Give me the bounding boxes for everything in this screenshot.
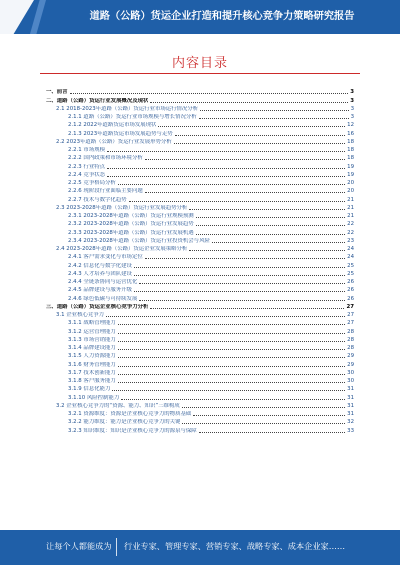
toc-entry-label: 2.2.3 行业特点 bbox=[68, 163, 105, 170]
toc-entry-label: 2.2.7 技术与数字化趋势 bbox=[68, 196, 127, 203]
toc-entry-label: 2.4.4 全链条协同与运营优化 bbox=[68, 279, 138, 285]
toc-entry-label: 3.2 企业核心竞争力的“资源、能力、知识”三维构成 bbox=[56, 402, 180, 409]
toc-entry[interactable] bbox=[46, 385, 354, 393]
toc-leader-dots bbox=[118, 184, 345, 185]
toc-entry-label: 2.4.6 绿色低碳与可持续发展 bbox=[68, 295, 138, 302]
toc-leader-dots bbox=[134, 291, 345, 292]
toc-entry[interactable] bbox=[46, 418, 354, 426]
toc-entry[interactable] bbox=[46, 352, 354, 360]
toc-entry-page: 27 bbox=[347, 312, 354, 318]
toc-entry-page: 29 bbox=[347, 353, 354, 360]
toc-entry-page: 32 bbox=[347, 419, 354, 426]
toc-entry-label: 3.1.1 战略管理能力 bbox=[68, 320, 116, 327]
toc-entry[interactable] bbox=[46, 426, 354, 434]
toc-entry[interactable] bbox=[46, 121, 354, 129]
toc-entry[interactable] bbox=[46, 138, 354, 146]
toc-leader-dots bbox=[182, 407, 345, 408]
toc-leader-dots bbox=[158, 126, 345, 127]
toc-leader-dots bbox=[200, 110, 348, 111]
toc-entry[interactable] bbox=[46, 96, 354, 104]
toc-entry[interactable] bbox=[46, 336, 354, 344]
toc-entry[interactable] bbox=[46, 270, 354, 278]
toc-entry-page: 21 bbox=[347, 196, 354, 203]
toc-entry[interactable] bbox=[46, 105, 354, 113]
toc-entry[interactable] bbox=[46, 220, 354, 228]
toc-entry[interactable] bbox=[46, 303, 354, 311]
toc-entry[interactable] bbox=[46, 278, 354, 286]
toc-leader-dots bbox=[174, 143, 345, 144]
toc-entry-label: 2.2.4 竞争状态 bbox=[68, 171, 105, 178]
toc-entry[interactable] bbox=[46, 294, 354, 302]
toc-entry-page: 23 bbox=[347, 237, 354, 244]
toc-leader-dots bbox=[118, 349, 345, 350]
report-title: 道路（公路）货运企业打造和提升核心竞争力策略研究报告 bbox=[89, 11, 355, 22]
toc-entry-label: 2.3.3 2023-2028年道路（公路）货运行业发展机遇 bbox=[68, 229, 194, 236]
toc-entry[interactable] bbox=[46, 204, 354, 212]
toc-leader-dots bbox=[118, 333, 345, 334]
toc-entry-page: 26 bbox=[347, 287, 354, 294]
toc-entry-page: 30 bbox=[347, 369, 354, 376]
footer-tags: 行业专家、管理专家、营销专家、战略专家、成本企业家…… bbox=[124, 541, 346, 551]
header-accent-decoration bbox=[30, 0, 46, 34]
toc-entry-page: 27 bbox=[347, 320, 354, 327]
toc-leader-dots bbox=[118, 324, 345, 325]
toc-entry-label: 2.1.2 2022年道路货运市场发展现状 bbox=[68, 122, 157, 129]
toc-entry[interactable] bbox=[46, 237, 354, 245]
toc-entry[interactable] bbox=[46, 360, 354, 368]
toc-entry-label: 2.2.5 竞争格局分析 bbox=[68, 180, 116, 186]
toc-entry[interactable] bbox=[46, 113, 354, 121]
toc-leader-dots bbox=[106, 316, 345, 317]
toc-entry-label: 2.1 2018-2023年道路（公路）货运行业市场运行情况分析 bbox=[56, 105, 199, 112]
toc-entry[interactable] bbox=[46, 311, 354, 319]
toc-entry-page: 20 bbox=[347, 188, 354, 195]
toc-leader-dots bbox=[107, 176, 345, 177]
toc-entry[interactable] bbox=[46, 171, 354, 179]
toc-entry[interactable] bbox=[46, 377, 354, 385]
toc-leader-dots bbox=[118, 382, 345, 383]
toc-entry-label: 2.2.2 国内政策和市场环境分析 bbox=[68, 155, 143, 162]
toc-entry-page: 33 bbox=[347, 427, 354, 434]
toc-entry[interactable] bbox=[46, 179, 354, 187]
toc-entry-page: 28 bbox=[347, 336, 354, 343]
toc-leader-dots bbox=[199, 118, 349, 119]
toc-leader-dots bbox=[189, 250, 345, 251]
toc-entry-page: 26 bbox=[347, 279, 354, 285]
toc-leader-dots bbox=[175, 135, 346, 136]
toc-entry-page: 19 bbox=[347, 171, 354, 178]
toc-entry-label: 2.3 2023-2028年道路（公路）货运行业发展趋势分析 bbox=[56, 204, 188, 211]
toc-entry-page: 21 bbox=[347, 213, 354, 219]
toc-entry[interactable] bbox=[46, 154, 354, 162]
toc-entry[interactable] bbox=[46, 286, 354, 294]
toc-entry-page: 25 bbox=[347, 262, 354, 269]
toc-entry[interactable] bbox=[46, 146, 354, 154]
toc-entry-page: 25 bbox=[347, 270, 354, 277]
toc-entry-page: 3 bbox=[350, 89, 354, 96]
toc-entry-page: 3 bbox=[350, 97, 354, 104]
toc-entry[interactable] bbox=[46, 327, 354, 335]
toc-entry[interactable] bbox=[46, 261, 354, 269]
toc-leader-dots bbox=[150, 102, 348, 103]
toc-entry[interactable] bbox=[46, 187, 354, 195]
toc-entry[interactable] bbox=[46, 129, 354, 137]
toc-entry-page: 21 bbox=[347, 204, 354, 211]
toc-entry-label: 3.1.3 市场营销能力 bbox=[68, 336, 116, 343]
toc-entry-page: 27 bbox=[346, 303, 354, 310]
toc-entry-label: 2.3.4 2023-2028年道路（公路）货运行业投资机会与风险 bbox=[68, 237, 210, 244]
toc-entry-label: 3.2.3 知识维度：知识是企业核心竞争力的源泉与保障 bbox=[68, 427, 197, 434]
toc-entry[interactable] bbox=[46, 369, 354, 377]
toc-leader-dots bbox=[118, 366, 345, 367]
toc-entry-page: 31 bbox=[347, 402, 354, 409]
toc-entry-label: 2.4 2023-2028年道路（公路）货运企业发展策略分析 bbox=[56, 246, 188, 252]
toc-entry-label: 2.4.1 客户需求变化与市场定位 bbox=[68, 254, 143, 261]
toc-entry[interactable] bbox=[46, 319, 354, 327]
toc-entry-label: 2.4.3 人才培养与团队建设 bbox=[68, 270, 132, 277]
toc-leader-dots bbox=[145, 258, 345, 259]
toc-entry-label: 二、道路（公路）货运行业发展概况及现状 bbox=[46, 97, 149, 104]
toc-entry-label: 2.1.1 道路（公路）货运行业市场规模与增长情况分析 bbox=[68, 114, 197, 120]
toc-entry-label: 3.1.4 品牌建设能力 bbox=[68, 345, 116, 351]
toc-leader-dots bbox=[129, 201, 346, 202]
toc-entry-page: 31 bbox=[347, 411, 354, 417]
toc-leader-dots bbox=[107, 168, 345, 169]
toc-leader-dots bbox=[182, 423, 345, 424]
toc-entry[interactable] bbox=[46, 88, 354, 96]
toc-entry-page: 12 bbox=[347, 122, 354, 129]
toc-entry-page: 29 bbox=[347, 361, 354, 368]
header-left-decoration bbox=[0, 0, 34, 34]
toc-entry-label: 3.1.8 客户服务能力 bbox=[68, 378, 116, 384]
toc-leader-dots bbox=[121, 399, 345, 400]
toc-entry-label: 2.2.1 市场规模 bbox=[68, 147, 105, 153]
toc-leader-dots bbox=[70, 93, 349, 94]
toc-entry[interactable] bbox=[46, 228, 354, 236]
toc-entry-label: 3.1 企业核心竞争力 bbox=[56, 312, 105, 318]
toc-leader-dots bbox=[193, 415, 345, 416]
toc-leader-dots bbox=[118, 341, 345, 342]
toc-entry-page: 30 bbox=[347, 378, 354, 384]
toc-entry-page: 18 bbox=[347, 147, 354, 153]
toc-entry-label: 3.2.1 资源维度：资源是企业核心竞争力的物质基础 bbox=[68, 411, 192, 417]
toc-entry-label: 3.1.7 技术创新能力 bbox=[68, 369, 116, 376]
toc-heading-rule bbox=[40, 73, 360, 74]
toc-leader-dots bbox=[107, 151, 345, 152]
toc-entry[interactable] bbox=[46, 212, 354, 220]
toc-entry[interactable] bbox=[46, 344, 354, 352]
toc-entry-page: 16 bbox=[347, 130, 354, 137]
toc-entry-page: 31 bbox=[347, 386, 354, 393]
toc-entry[interactable] bbox=[46, 195, 354, 203]
toc-entry-label: 三、道路（公路）货运企业核心竞争力分析 bbox=[46, 303, 149, 310]
toc-leader-dots bbox=[199, 432, 346, 433]
toc-entry-label: 2.4.5 品牌建设与服务升级 bbox=[68, 287, 132, 294]
toc-entry-page: 18 bbox=[347, 155, 354, 162]
toc-entry-page: 24 bbox=[347, 254, 354, 261]
toc-leader-dots bbox=[145, 159, 345, 160]
toc-leader-dots bbox=[118, 357, 345, 358]
toc-entry[interactable] bbox=[46, 393, 354, 401]
toc-leader-dots bbox=[150, 308, 344, 309]
toc-entry-label: 一、前言 bbox=[46, 89, 68, 96]
toc-entry-page: 22 bbox=[347, 229, 354, 236]
toc-leader-dots bbox=[189, 209, 345, 210]
toc-entry-page: 3 bbox=[350, 114, 354, 120]
toc-entry-label: 2.1.3 2023年道路货运市场发展趋势与走势 bbox=[68, 130, 173, 137]
toc-entry-label: 2.2 2023年道路（公路）货运行业发展形势分析 bbox=[56, 138, 172, 145]
report-header-bar bbox=[0, 0, 400, 34]
toc-entry-page: 31 bbox=[347, 394, 354, 401]
toc-entry-label: 3.1.9 信息化能力 bbox=[68, 386, 111, 393]
toc-entry-label: 2.3.1 2023-2028年道路（公路）货运行业规模预测 bbox=[68, 213, 194, 219]
toc-entry-label: 3.1.6 财务管理能力 bbox=[68, 361, 116, 368]
toc-heading: 内容目录 bbox=[171, 56, 228, 71]
toc-entry-page: 28 bbox=[347, 345, 354, 351]
toc-entry[interactable] bbox=[46, 162, 354, 170]
toc-entry-page: 3 bbox=[350, 105, 354, 112]
toc-entry-label: 3.2.2 能力维度：能力是企业核心竞争力的关键 bbox=[68, 419, 181, 426]
toc-leader-dots bbox=[139, 300, 345, 301]
toc-entry[interactable] bbox=[46, 402, 354, 410]
toc-leader-dots bbox=[134, 267, 345, 268]
toc-leader-dots bbox=[118, 374, 345, 375]
table-of-contents bbox=[46, 88, 354, 435]
toc-entry-label: 2.3.2 2023-2028年道路（公路）货运行业发展趋势 bbox=[68, 221, 194, 228]
toc-leader-dots bbox=[112, 390, 345, 391]
toc-entry-page: 26 bbox=[347, 295, 354, 302]
toc-entry-page: 24 bbox=[347, 246, 354, 252]
toc-entry-page: 19 bbox=[347, 163, 354, 170]
toc-entry-label: 3.1.2 运营管理能力 bbox=[68, 328, 116, 335]
toc-leader-dots bbox=[196, 234, 345, 235]
toc-entry-page: 22 bbox=[347, 221, 354, 228]
toc-leader-dots bbox=[196, 225, 345, 226]
toc-entry-page: 18 bbox=[347, 138, 354, 145]
toc-entry[interactable] bbox=[46, 253, 354, 261]
toc-entry-page: 28 bbox=[347, 328, 354, 335]
toc-leader-dots bbox=[196, 217, 345, 218]
footer-divider bbox=[116, 538, 117, 556]
toc-entry[interactable] bbox=[46, 410, 354, 418]
toc-entry-label: 2.4.2 信息化与数字化建设 bbox=[68, 262, 132, 269]
toc-leader-dots bbox=[212, 242, 345, 243]
footer-slogan: 让每个人都能成为 bbox=[46, 541, 112, 551]
toc-leader-dots bbox=[134, 275, 345, 276]
toc-entry-label: 3.1.10 风险控制能力 bbox=[68, 394, 120, 401]
toc-entry-label: 3.1.5 人力资源能力 bbox=[68, 353, 116, 360]
toc-entry[interactable] bbox=[46, 245, 354, 253]
toc-leader-dots bbox=[139, 283, 345, 284]
toc-leader-dots bbox=[145, 192, 345, 193]
footer-bar bbox=[0, 530, 400, 565]
toc-entry-page: 20 bbox=[347, 180, 354, 186]
toc-entry-label: 2.2.6 现阶段行业面临主要问题 bbox=[68, 188, 143, 195]
